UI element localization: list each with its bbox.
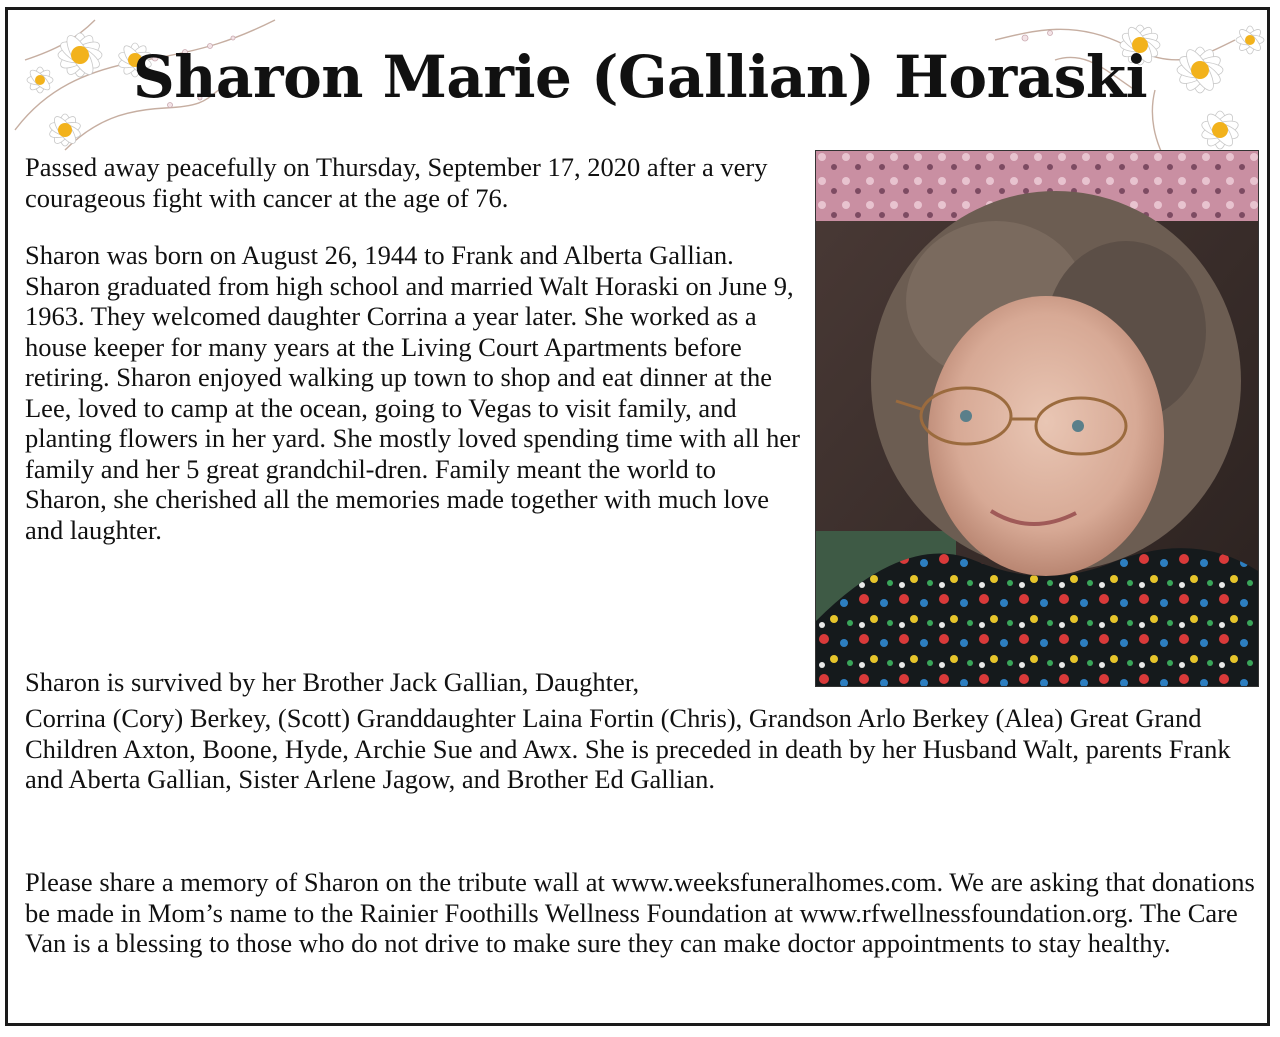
paragraph-tribute-donations: Please share a memory of Sharon on the tribute wall at www.weeksfuneralhomes.com. We are asking that donations be made in Mom’s name to the Rainier Foothills Wellness Foundation at www.rfwellnessfoundation.org. The Care Van is a blessing to those who do not drive to make sure they can make doctor appointments to stay healthy.: [25, 867, 1255, 958]
paragraph-life-story: Sharon was born on August 26, 1944 to Frank and Alberta Gallian. Sharon graduated from high school and married Walt Horaski on June 9, 1963. They welcomed daughter Corrina a year later. She worked as a house keeper for many years at the Living Court Apartments before retiring. Sharon enjoyed walking up town to shop and eat dinner at the Lee, loved to camp at the ocean, going to Vegas to visit family, and planting flowers in her yard. She mostly loved spending time with all her family and her 5 great grandchil-dren. Family meant the world to Sharon, she cherished all the memories made together with much love and laughter.: [25, 240, 800, 545]
portrait-photo: [815, 150, 1259, 687]
paragraph-passing: Passed away peacefully on Thursday, September 17, 2020 after a very courageous fight with cancer at the age of 76.: [25, 152, 768, 213]
deceased-name-title: Sharon Marie (Gallian) Horaski: [132, 43, 1148, 111]
paragraph-survivors-start: Sharon is survived by her Brother Jack Gallian, Daughter,: [25, 667, 640, 697]
paragraph-survivors-continued: Corrina (Cory) Berkey, (Scott) Granddaughter Laina Fortin (Chris), Grandson Arlo Berkey (Alea) Great Grand Children Axton, Boone, Hyde, Archie Sue and Awx. She is preceded in death by her Husband Walt, parents Frank and Aberta Gallian, Sister Arlene Jagow, and Brother Ed Gallian.: [25, 703, 1231, 794]
